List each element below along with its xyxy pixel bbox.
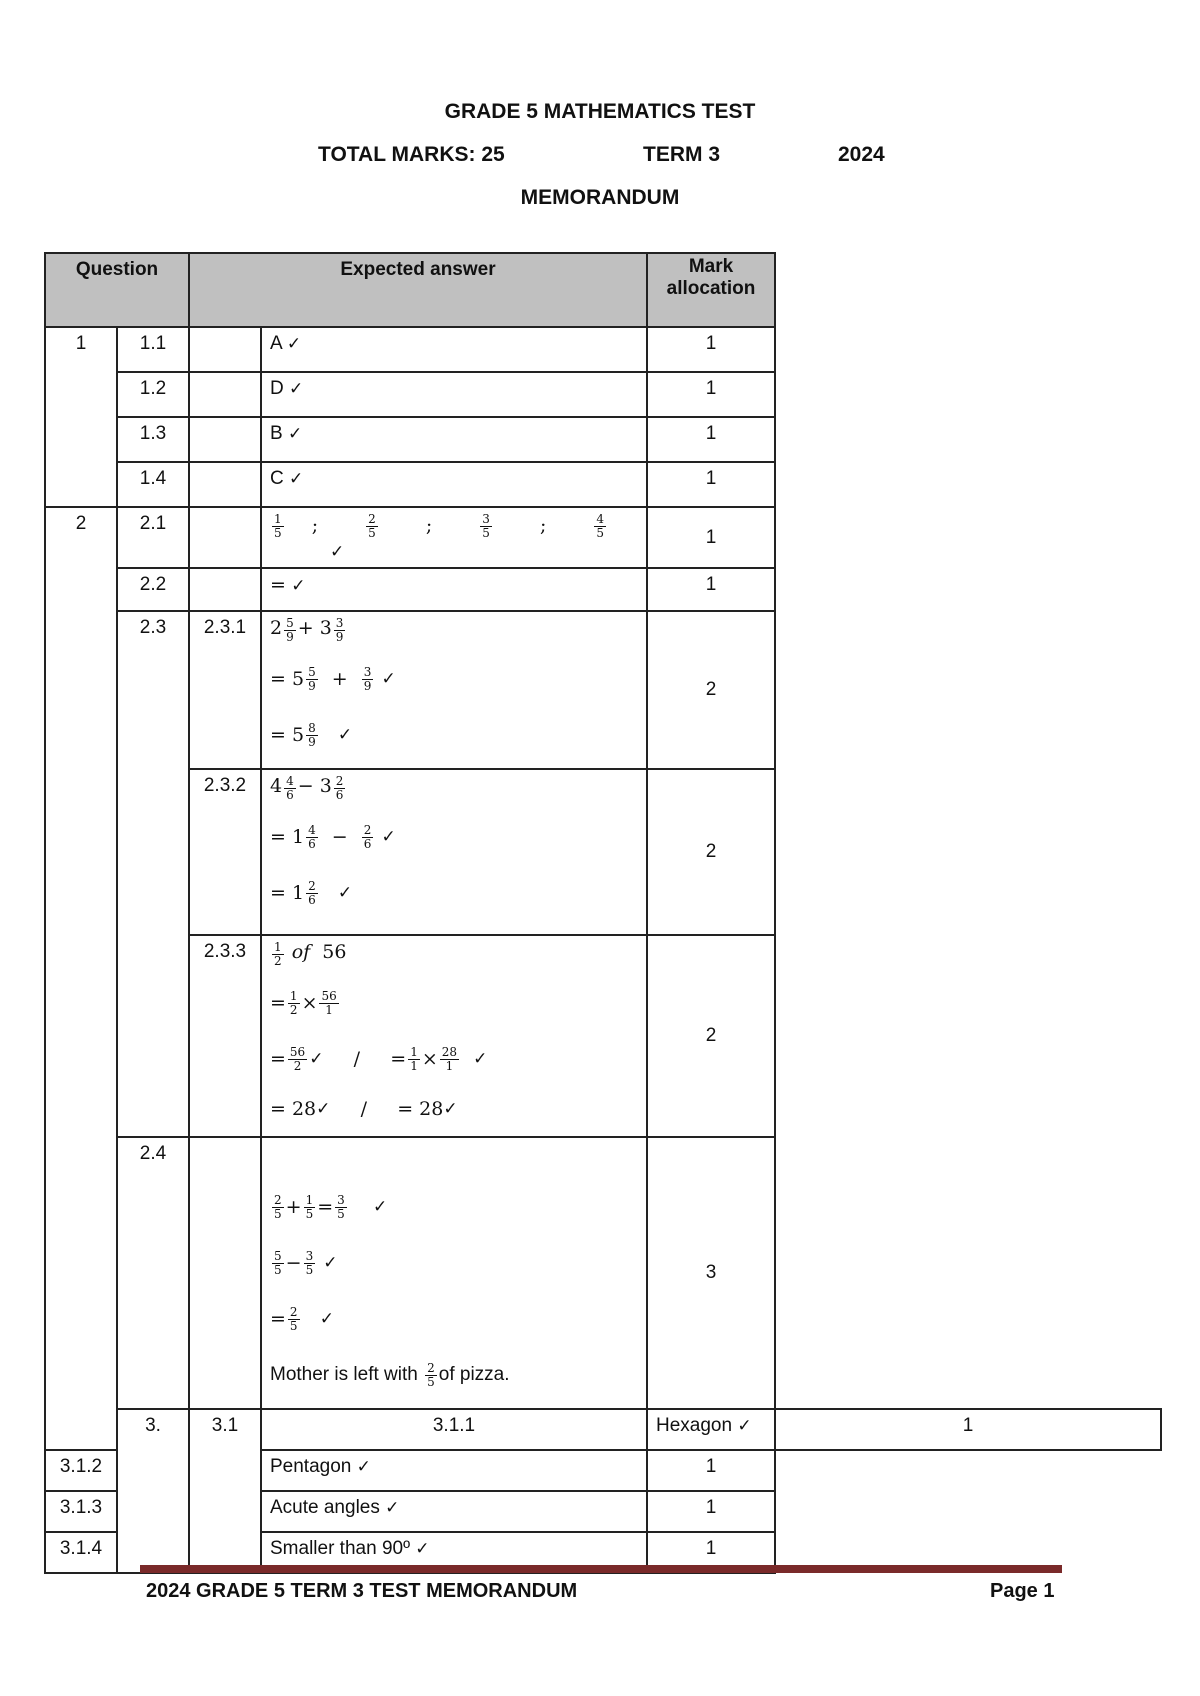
col-question: Question	[45, 253, 189, 327]
document-title: GRADE 5 MATHEMATICS TEST	[444, 100, 756, 123]
sub-question: 2.3	[117, 611, 189, 1137]
check-icon: ✓	[291, 576, 306, 596]
mark: 1	[647, 417, 775, 462]
sub-sub-question: 3.1.1	[261, 1409, 647, 1450]
sub-sub-question: 2.3.3	[189, 935, 261, 1137]
mark: 2	[647, 769, 775, 935]
check-icon: ✓	[372, 1197, 388, 1217]
mark: 1	[647, 1532, 775, 1573]
footer-rule	[140, 1565, 1062, 1573]
answer: 2 5 + 1 5 = 3 5 ✓ 5 5 − 3 5 ✓ = 2 5 ✓ Mother is left with 2 5 of pizza.	[261, 1137, 647, 1409]
page-number: Page 1	[990, 1580, 1055, 1602]
sub-sub-question: 2.3.2	[189, 769, 261, 935]
check-icon: ✓	[289, 379, 304, 399]
sub-question: 1.1	[117, 327, 189, 372]
footer-title: 2024 GRADE 5 TERM 3 TEST MEMORANDUM	[146, 1580, 578, 1602]
table-row	[45, 568, 1161, 611]
question-number: 2	[45, 507, 117, 1450]
question-number: 3.	[117, 1409, 189, 1573]
mark: 3	[647, 1137, 775, 1409]
check-icon: ✓	[415, 1539, 430, 1559]
table-row	[45, 507, 1161, 568]
sub-sub-question: 2.3.1	[189, 611, 261, 769]
table-row	[45, 327, 1161, 372]
check-icon: ✓	[330, 542, 345, 562]
check-icon: ✓	[287, 424, 303, 444]
sub-question: 1.3	[117, 417, 189, 462]
table-row	[45, 372, 1161, 417]
check-icon: ✓	[289, 469, 304, 489]
answer: D ✓	[261, 372, 647, 417]
sub-sub-question: 3.1.3	[45, 1491, 117, 1532]
check-icon: ✓	[319, 1309, 334, 1329]
sub-question: 1.4	[117, 462, 189, 507]
mark: 1	[647, 1450, 775, 1491]
check-icon: ✓	[356, 1457, 371, 1477]
check-icon: ✓	[473, 1049, 488, 1069]
sub-question: 2.2	[117, 568, 189, 611]
check-icon: ✓	[737, 1416, 752, 1436]
answer: $\frac{1}{5}$ ; $\frac{2}{5}$ ; $\frac{3}{5}$ ; $\frac{4}{5}$ ✓	[261, 507, 647, 568]
table-row	[45, 417, 1161, 462]
check-icon: ✓	[337, 725, 353, 745]
check-icon: ✓	[309, 1049, 324, 1069]
check-icon: ✓	[286, 334, 302, 354]
answer: Pentagon ✓	[261, 1450, 647, 1491]
mark: 1	[647, 568, 775, 611]
mark: 2	[647, 611, 775, 769]
col-mark-allocation: Mark allocation	[647, 253, 775, 327]
answer: 2 5 9 + 3 3 9 = 5 5 9 + 3 9 ✓ = 5 8 9 ✓	[261, 611, 647, 769]
mark: 1	[647, 1491, 775, 1532]
answer: C ✓	[261, 462, 647, 507]
document-subtitle: MEMORANDUM	[520, 186, 680, 209]
mark: 1	[647, 372, 775, 417]
answer: B ✓	[261, 417, 647, 462]
answer: Acute angles ✓	[261, 1491, 647, 1532]
check-icon: ✓	[323, 1253, 338, 1273]
mark: 1	[775, 1409, 1161, 1450]
table-row	[45, 769, 1161, 935]
answer: Smaller than 90º ✓	[261, 1532, 647, 1573]
check-icon: ✓	[381, 827, 396, 847]
mark: 1	[647, 507, 775, 568]
answer: 1 2 of 56 = 1 2 × 56 1 = 56 2 ✓ / = 1 1 × 28 1 ✓ = 28 ✓ / = 28 ✓	[261, 935, 647, 1137]
sub-question: 3.1	[189, 1409, 261, 1573]
answer: Hexagon ✓	[647, 1409, 775, 1450]
sub-sub-question: 3.1.2	[45, 1450, 117, 1491]
sub-question: 2.1	[117, 507, 189, 568]
year: 2024	[838, 143, 885, 166]
col-expected-answer: Expected answer	[189, 253, 647, 327]
table-row	[45, 611, 1161, 769]
memorandum-table	[44, 252, 1162, 1574]
check-icon: ✓	[385, 1498, 400, 1518]
mark: 2	[647, 935, 775, 1137]
term: TERM 3	[643, 143, 721, 166]
sub-question: 2.4	[117, 1137, 189, 1409]
answer: = ✓	[261, 568, 647, 611]
answer: 4 4 6 − 3 2 6 = 1 4 6 − 2 6 ✓ = 1 2 6 ✓	[261, 769, 647, 935]
table-header-row	[45, 253, 1161, 327]
question-number: 1	[45, 327, 117, 507]
answer: A ✓	[261, 327, 647, 372]
check-icon: ✓	[381, 669, 396, 689]
mark: 1	[647, 327, 775, 372]
table-row	[45, 935, 1161, 1137]
check-icon: ✓	[337, 883, 353, 903]
mark: 1	[647, 462, 775, 507]
table-row	[45, 462, 1161, 507]
total-marks: TOTAL MARKS: 25	[318, 143, 505, 166]
check-icon: ✓	[316, 1099, 331, 1119]
sub-question: 1.2	[117, 372, 189, 417]
table-row	[45, 1137, 1161, 1409]
sub-sub-question: 3.1.4	[45, 1532, 117, 1573]
table-row	[45, 1409, 1161, 1450]
check-icon: ✓	[443, 1099, 458, 1119]
